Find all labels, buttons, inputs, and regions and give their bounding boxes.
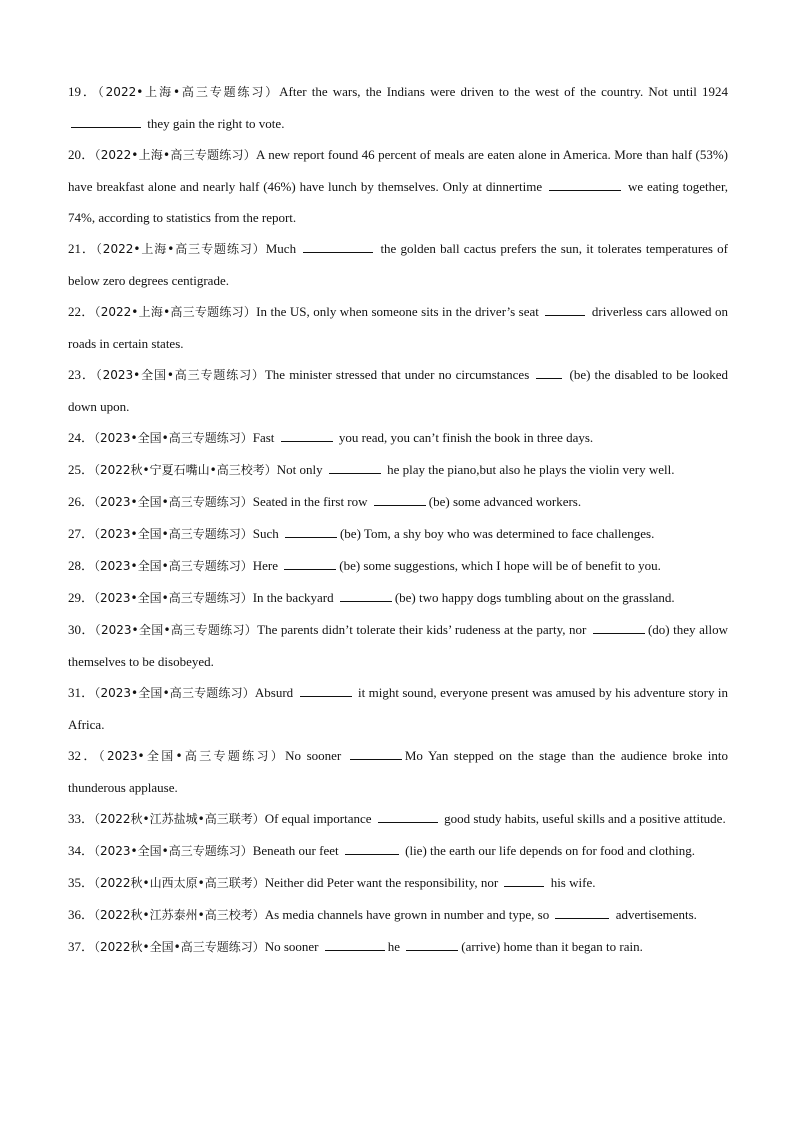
question-text: Absurd bbox=[254, 685, 297, 700]
answer-blank[interactable] bbox=[504, 874, 544, 887]
question-number: 22． bbox=[68, 304, 95, 319]
question-source: （2023•全国•高三专题练习） bbox=[94, 623, 258, 637]
question-number: 20． bbox=[68, 147, 95, 162]
question-source: （2023•全国•高三专题练习） bbox=[94, 591, 253, 605]
question-text: After the wars, the Indians were driven to the west of the country. Not until 1924 bbox=[279, 84, 728, 99]
question-text: Such bbox=[252, 526, 282, 541]
question-item bbox=[68, 76, 728, 139]
answer-blank[interactable] bbox=[300, 684, 352, 697]
question-item bbox=[68, 867, 728, 899]
question-text: his wife. bbox=[547, 875, 596, 890]
question-source: （2022•上海•高三专题练习） bbox=[94, 148, 257, 162]
question-text: you read, you can’t finish the book in three days. bbox=[335, 430, 594, 445]
answer-blank[interactable] bbox=[593, 621, 645, 634]
question-text: In the backyard bbox=[252, 590, 337, 605]
question-number: 29． bbox=[68, 590, 95, 605]
question-source: （2022•上海•高三专题练习） bbox=[95, 242, 266, 256]
question-text: Here bbox=[252, 558, 282, 573]
question-number: 24． bbox=[68, 430, 95, 445]
question-source: （2022秋•江苏盐城•高三联考） bbox=[94, 812, 265, 826]
question-text: (be) two happy dogs tumbling about on the grassland. bbox=[394, 590, 675, 605]
question-item bbox=[68, 835, 728, 867]
question-item bbox=[68, 296, 728, 359]
question-number: 27． bbox=[68, 526, 95, 541]
question-item bbox=[68, 518, 728, 550]
question-number: 30． bbox=[68, 622, 95, 637]
question-text: good study habits, useful skills and a positive attitude. bbox=[440, 811, 726, 826]
question-source: （2022秋•山西太原•高三联考） bbox=[94, 876, 265, 890]
answer-blank[interactable] bbox=[329, 461, 381, 474]
question-text: they gain the right to vote. bbox=[144, 116, 285, 131]
question-text: Much bbox=[265, 241, 301, 256]
question-text: (be) some advanced workers. bbox=[428, 494, 582, 509]
question-text: advertisements. bbox=[612, 907, 697, 922]
question-number: 31． bbox=[68, 685, 95, 700]
question-source: （2023•全国•高三专题练习） bbox=[94, 844, 253, 858]
question-source: （2023•全国•高三专题练习） bbox=[98, 749, 286, 763]
question-text: Seated in the first row bbox=[252, 494, 371, 509]
question-list bbox=[68, 76, 728, 963]
answer-blank[interactable] bbox=[303, 240, 373, 253]
question-source: （2022•上海•高三专题练习） bbox=[94, 305, 257, 319]
question-item bbox=[68, 486, 728, 518]
question-text: Not only bbox=[276, 462, 326, 477]
answer-blank[interactable] bbox=[345, 842, 399, 855]
question-source: （2023•全国•高三专题练习） bbox=[94, 686, 255, 700]
question-item bbox=[68, 454, 728, 486]
answer-blank[interactable] bbox=[285, 525, 337, 538]
question-text: driverless cars allowed on roads in certain states. bbox=[68, 304, 728, 351]
answer-blank[interactable] bbox=[340, 589, 392, 602]
question-number: 33． bbox=[68, 811, 95, 826]
question-text: Of equal importance bbox=[264, 811, 375, 826]
answer-blank[interactable] bbox=[545, 303, 585, 316]
question-item bbox=[68, 139, 728, 233]
question-item bbox=[68, 677, 728, 740]
question-text: (be) the disabled to be looked down upon. bbox=[68, 367, 728, 414]
question-text: Neither did Peter want the responsibility, nor bbox=[264, 875, 502, 890]
question-text: Beneath our feet bbox=[252, 843, 342, 858]
question-number: 23． bbox=[68, 367, 96, 382]
question-number: 34． bbox=[68, 843, 95, 858]
answer-blank[interactable] bbox=[378, 810, 438, 823]
question-item bbox=[68, 582, 728, 614]
answer-blank[interactable] bbox=[350, 747, 402, 760]
answer-blank[interactable] bbox=[555, 906, 609, 919]
question-source: （2022秋•江苏泰州•高三校考） bbox=[94, 908, 265, 922]
question-text: he play the piano,but also he plays the violin very well. bbox=[383, 462, 675, 477]
question-item bbox=[68, 359, 728, 422]
question-source: （2023•全国•高三专题练习） bbox=[94, 431, 253, 445]
question-source: （2023•全国•高三专题练习） bbox=[95, 368, 265, 382]
question-text: the golden ball cactus prefers the sun, it tolerates temperatures of below zero degrees centigrade. bbox=[68, 241, 728, 288]
question-text: we eating together, 74%, according to statistics from the report. bbox=[68, 179, 728, 225]
question-text: The minister stressed that under no circumstances bbox=[264, 367, 534, 382]
answer-blank[interactable] bbox=[281, 429, 333, 442]
answer-blank[interactable] bbox=[406, 938, 458, 951]
question-source: （2022•上海•高三专题练习） bbox=[97, 85, 280, 99]
answer-blank[interactable] bbox=[284, 557, 336, 570]
question-text: A new report found 46 percent of meals are eaten alone in America. More than half (53%) have breakfast alone and nearly half (46%) have lunch by themselves. Only at dinnertime bbox=[68, 147, 728, 194]
answer-blank[interactable] bbox=[71, 115, 141, 128]
question-source: （2023•全国•高三专题练习） bbox=[94, 559, 253, 573]
answer-blank[interactable] bbox=[374, 493, 426, 506]
question-text: (do) they allow themselves to be disobeyed. bbox=[68, 622, 728, 669]
question-number: 26． bbox=[68, 494, 95, 509]
question-text: No sooner bbox=[264, 939, 322, 954]
question-text: As media channels have grown in number and type, so bbox=[264, 907, 553, 922]
question-text: In the US, only when someone sits in the driver’s seat bbox=[256, 304, 543, 319]
question-item bbox=[68, 803, 728, 835]
question-text: it might sound, everyone present was amused by his adventure story in Africa. bbox=[68, 685, 728, 732]
answer-blank[interactable] bbox=[549, 178, 621, 191]
question-item bbox=[68, 233, 728, 296]
question-number: 35． bbox=[68, 875, 95, 890]
answer-blank[interactable] bbox=[536, 366, 562, 379]
question-number: 36． bbox=[68, 907, 95, 922]
question-source: （2022秋•宁夏石嘴山•高三校考） bbox=[94, 463, 277, 477]
question-source: （2023•全国•高三专题练习） bbox=[94, 527, 253, 541]
question-number: 37． bbox=[68, 939, 95, 954]
question-text: (be) Tom, a shy boy who was determined to face challenges. bbox=[339, 526, 655, 541]
question-text: he bbox=[387, 939, 404, 954]
question-source: （2023•全国•高三专题练习） bbox=[94, 495, 253, 509]
answer-blank[interactable] bbox=[325, 938, 385, 951]
question-text: Fast bbox=[252, 430, 278, 445]
question-item bbox=[68, 899, 728, 931]
question-text: Mo Yan stepped on the stage than the audience broke into thunderous applause. bbox=[68, 748, 729, 795]
question-number: 25． bbox=[68, 462, 95, 477]
question-item bbox=[68, 550, 728, 582]
question-text: (arrive) home than it began to rain. bbox=[461, 939, 643, 954]
question-item bbox=[68, 614, 728, 677]
question-number: 28． bbox=[68, 558, 95, 573]
question-source: （2022秋•全国•高三专题练习） bbox=[94, 940, 265, 954]
question-text: (be) some suggestions, which I hope will be of benefit to you. bbox=[339, 558, 661, 573]
question-item bbox=[68, 931, 728, 963]
question-number: 21． bbox=[68, 241, 96, 256]
question-text: The parents didn’t tolerate their kids’ rudeness at the party, nor bbox=[257, 622, 590, 637]
question-item bbox=[68, 422, 728, 454]
question-text: No sooner bbox=[285, 748, 347, 763]
question-number: 19． bbox=[68, 84, 98, 99]
question-number: 32． bbox=[68, 748, 99, 763]
question-item bbox=[68, 740, 728, 803]
question-text: (lie) the earth our life depends on for food and clothing. bbox=[401, 843, 696, 858]
